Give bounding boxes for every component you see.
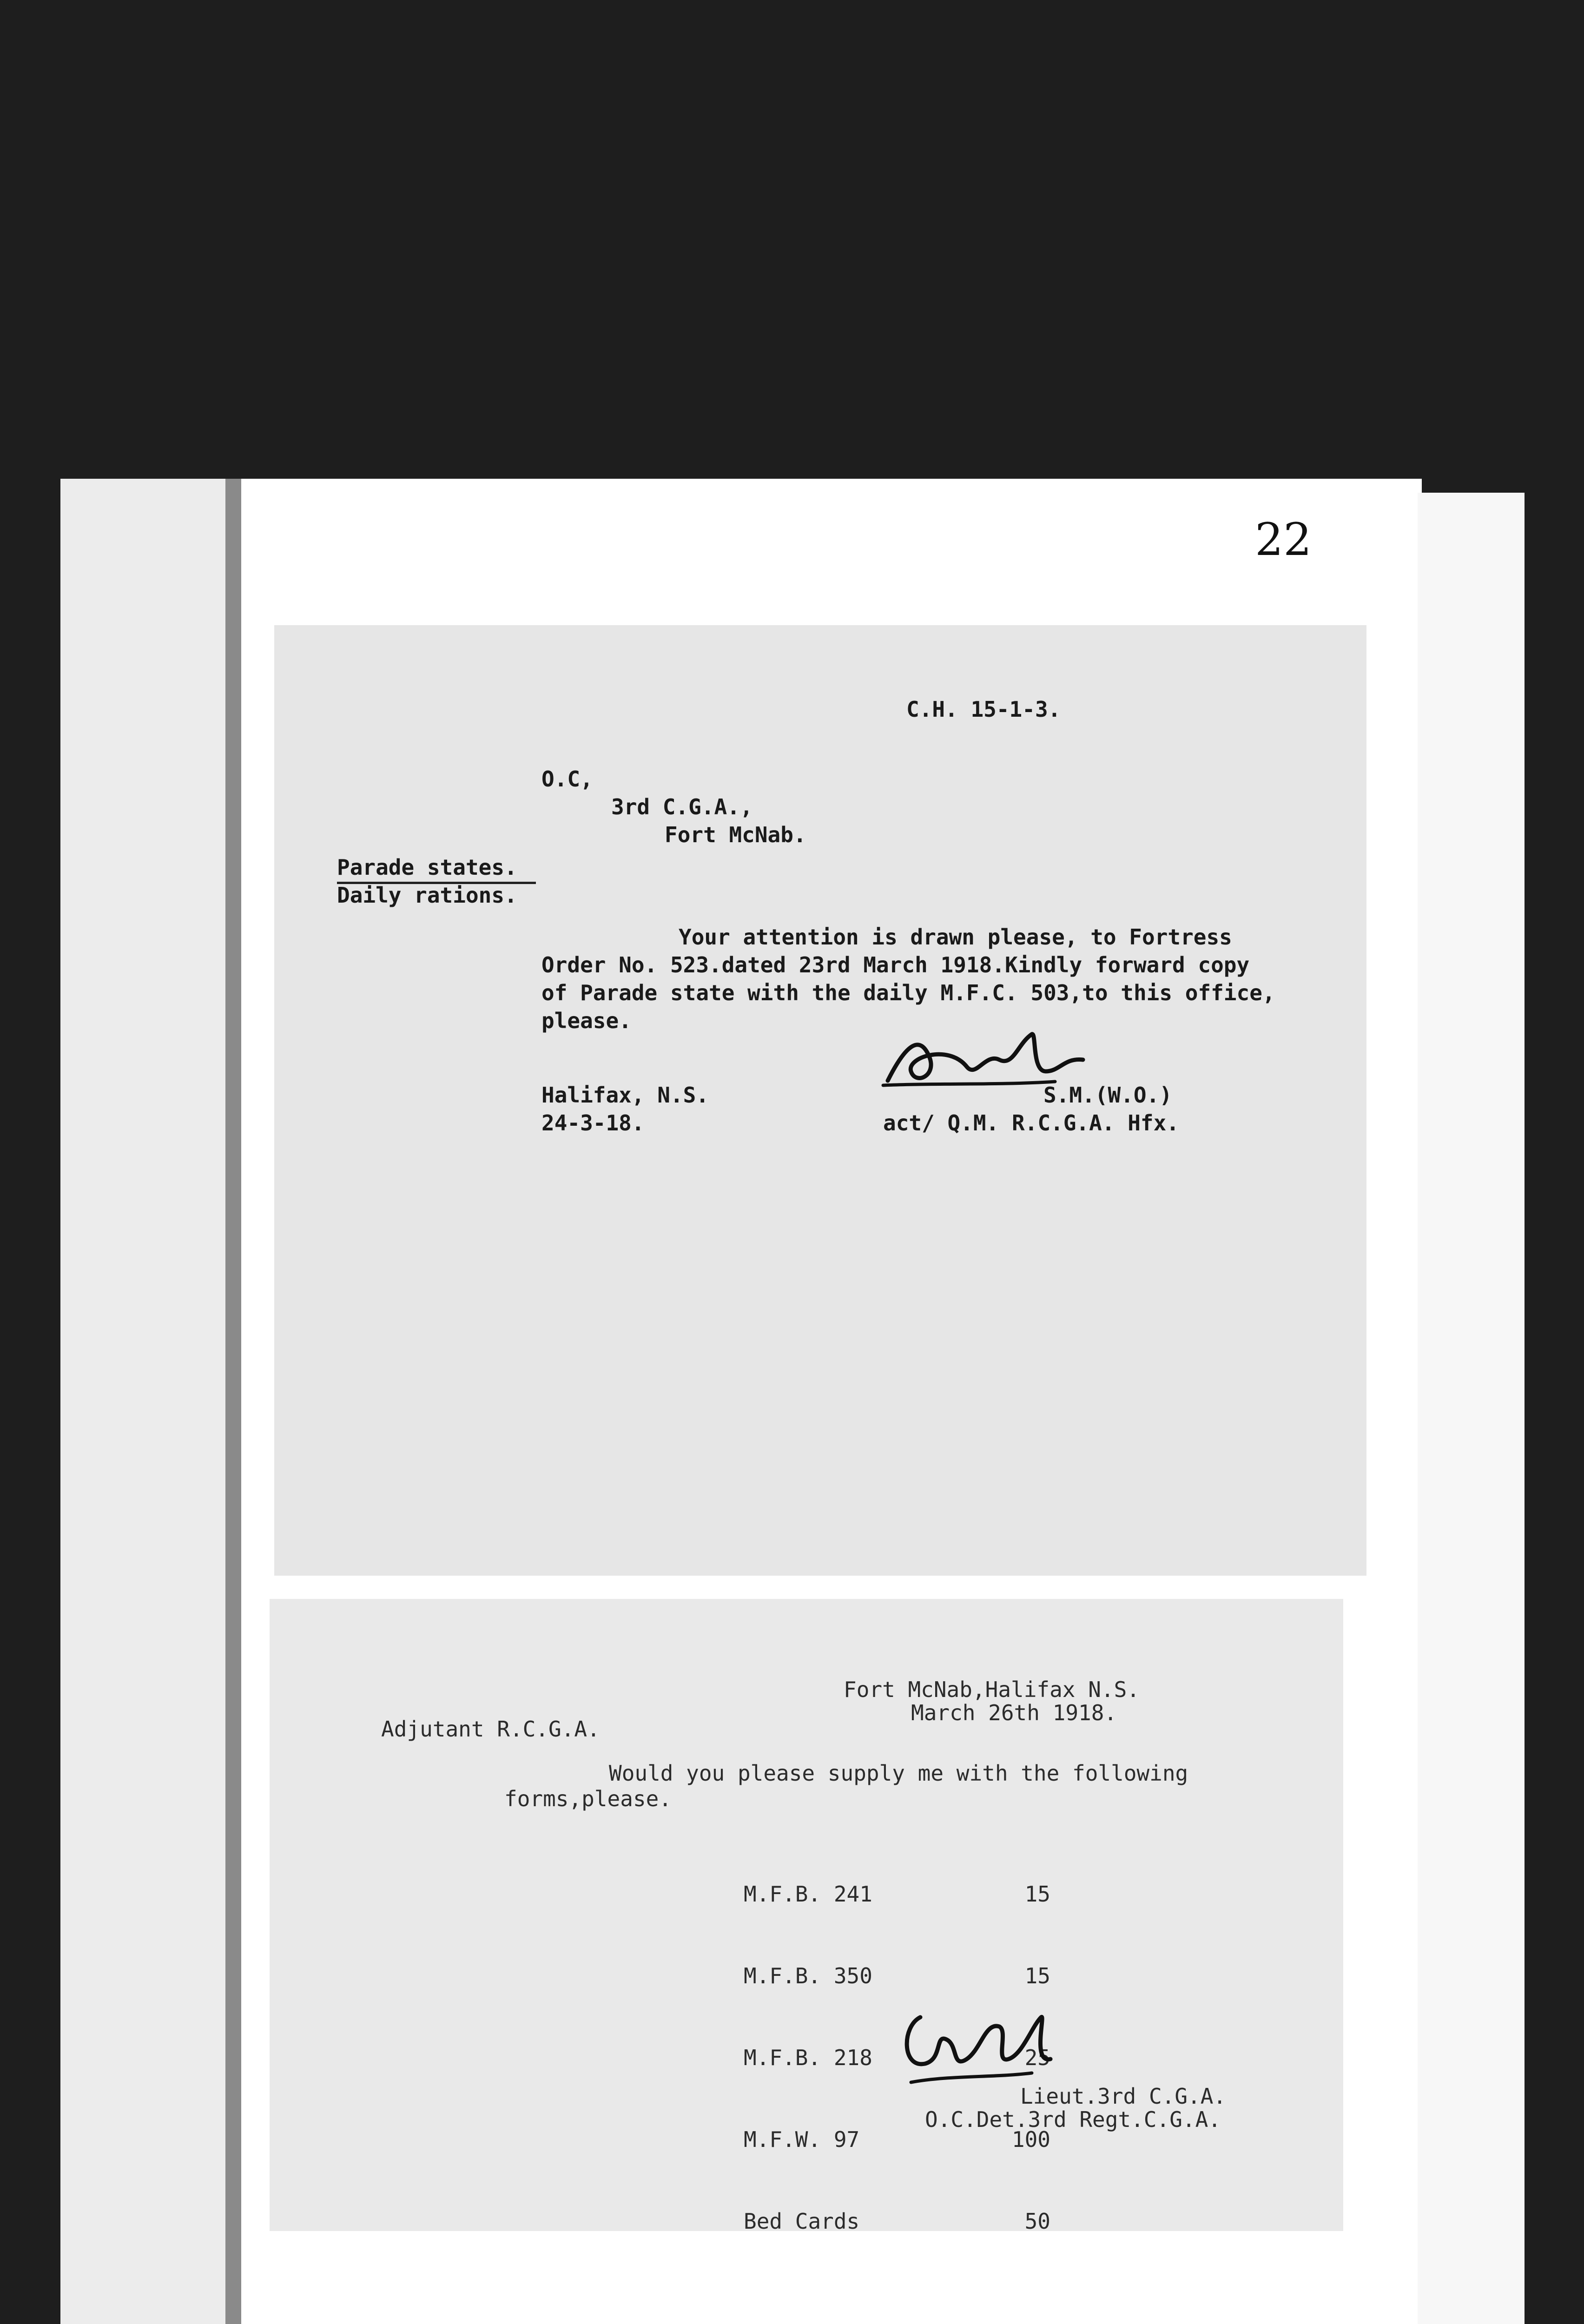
form-qty: 15 xyxy=(1024,1963,1050,1988)
memo2-body-line-2: forms,please. xyxy=(504,1786,672,1811)
form-qty: 25 xyxy=(1024,2045,1050,2070)
form-name: M.F.B. 241 xyxy=(744,1882,872,1907)
memo1-body-line-3: of Parade state with the daily M.F.C. 503,to this office, xyxy=(541,980,1275,1005)
archive-page-strip xyxy=(60,479,228,2324)
page-number: 22 xyxy=(1255,514,1312,566)
form-name: Bed Cards xyxy=(744,2209,860,2234)
forms-row xyxy=(744,1880,1050,1906)
form-qty: 15 xyxy=(1024,1882,1050,1907)
memo2-header-line-1: Fort McNab,Halifax N.S. xyxy=(844,1677,1140,1702)
form-name: M.F.B. 218 xyxy=(744,2045,872,2070)
memo2-sign-title: Lieut.3rd C.G.A. xyxy=(1020,2084,1227,2109)
memo1-date: 24-3-18. xyxy=(541,1110,645,1136)
memo1-place: Halifax, N.S. xyxy=(541,1083,709,1108)
memo1-body-line-2: Order No. 523.dated 23rd March 1918.Kindly forward copy xyxy=(541,952,1250,977)
memo1-sign-role: act/ Q.M. R.C.G.A. Hfx. xyxy=(883,1110,1179,1136)
memo2-header-line-2: March 26th 1918. xyxy=(911,1700,1117,1725)
memo1-subject-line-1: Parade states. xyxy=(337,853,536,884)
memo2-addressee: Adjutant R.C.G.A. xyxy=(381,1717,600,1742)
memo2-body-line-1: Would you please supply me with the following xyxy=(609,1761,1188,1786)
memo1-addressee-line-2: 3rd C.G.A., xyxy=(611,794,753,819)
memo1-body-line-1: Your attention is drawn please, to Fortress xyxy=(679,924,1232,950)
memo1-subject-line-2: Daily rations. xyxy=(337,883,517,908)
memo1-addressee-line-1: O.C, xyxy=(541,766,593,792)
memo-sheet-1 xyxy=(274,625,1366,1576)
forms-row xyxy=(744,1962,1050,1988)
form-qty: 100 xyxy=(1011,2127,1050,2152)
memo2-sign-role: O.C.Det.3rd Regt.C.G.A. xyxy=(925,2107,1221,2132)
page-margin xyxy=(1418,493,1525,2324)
forms-row xyxy=(744,2207,1050,2233)
memo2-signature xyxy=(892,1989,1078,2092)
form-name: M.F.W. 97 xyxy=(744,2127,860,2152)
page-edge xyxy=(225,479,241,2324)
form-name: M.F.B. 350 xyxy=(744,1963,872,1988)
form-qty: 50 xyxy=(1024,2209,1050,2234)
memo1-sign-rank: S.M.(W.O.) xyxy=(1043,1083,1172,1108)
memo1-addressee-line-3: Fort McNab. xyxy=(665,822,806,847)
memo1-reference: C.H. 15-1-3. xyxy=(906,697,1061,722)
memo1-body-line-4: please. xyxy=(541,1008,632,1033)
